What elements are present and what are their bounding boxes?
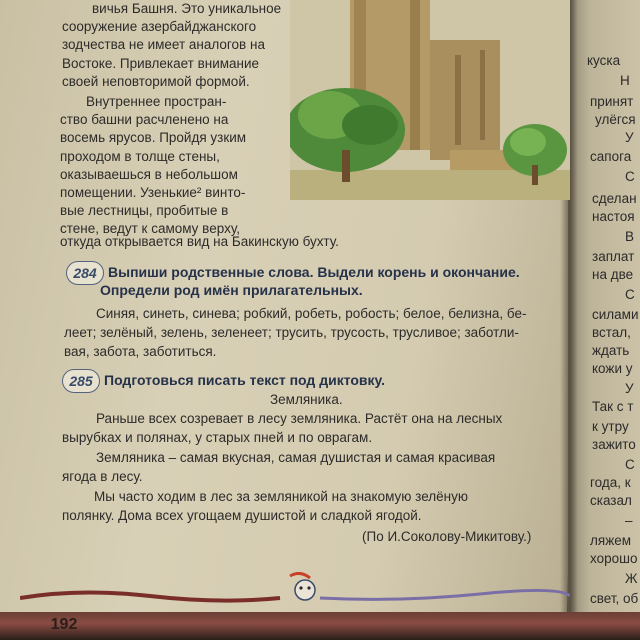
right-page-line: хорошо	[590, 551, 638, 566]
maiden-tower-illustration	[290, 0, 570, 200]
right-page-line: принят	[590, 94, 634, 109]
right-page-line: Так с т	[592, 399, 634, 414]
exercise-body-line: вырубках и полянах, у старых пней и по оврагам.	[62, 430, 373, 445]
intro-line: вичья Башня. Это уникальное	[92, 1, 282, 16]
right-page-line: кожи у	[592, 361, 633, 376]
exercise-body-line: Раньше всех созревает в лесу земляника. Растёт она на лесных	[96, 411, 503, 426]
intro-line: Внутреннее простран-	[86, 94, 227, 109]
right-page-line: на две	[592, 267, 634, 282]
tower-side-wall	[430, 40, 500, 160]
intro-line: сооружение азербайджанского	[62, 19, 257, 34]
right-page-line: –	[625, 513, 633, 528]
intro-line: ство башни расчленено на	[60, 112, 229, 127]
exercise-body-line: полянку. Дома всех угощаем душистой и сладкой ягодой.	[62, 508, 422, 523]
exercise-title: Определи род имён прилагательных.	[100, 282, 363, 298]
right-page-line: С	[625, 457, 635, 472]
intro-line: восемь ярусов. Пройдя узким	[60, 130, 247, 145]
right-page-line: С	[625, 287, 635, 302]
intro-line: оказываешься в небольшом	[60, 167, 238, 182]
right-page-line: к утру	[592, 419, 629, 434]
right-page-line: настоя	[592, 209, 635, 224]
exercise-body-line: вая, забота, заботиться.	[64, 344, 217, 359]
right-page-line: улёгся	[595, 112, 636, 127]
right-page-line: года, к	[590, 475, 631, 490]
right-page-line: сделан	[592, 191, 637, 206]
intro-line: помещении. Узенькие² винто-	[60, 185, 246, 200]
right-page-line: заплат	[592, 249, 635, 264]
right-page-line: ляжем	[590, 533, 632, 548]
right-page-line: У	[625, 381, 634, 396]
right-page-line: У	[625, 130, 634, 145]
right-page-line: сказал	[590, 493, 632, 508]
exercise-title: Подготовься писать текст под диктовку.	[104, 372, 385, 388]
right-page-line: В	[625, 229, 635, 244]
intro-line: проходом в толще стены,	[60, 149, 220, 164]
right-page-line: силами	[592, 307, 639, 322]
exercise-number-badge: 284	[66, 261, 104, 285]
right-page-line: Ж	[625, 571, 638, 586]
decorative-ornament	[20, 572, 570, 612]
right-page-line: свет, об	[590, 591, 639, 606]
text-title: Земляника.	[270, 392, 343, 407]
right-page-line: Н	[620, 73, 630, 88]
book-bottom-edge	[0, 612, 640, 640]
page-number: 192	[50, 616, 78, 633]
exercise-body-line: Мы часто ходим в лес за земляникой на знакомую зелёную	[94, 489, 468, 504]
right-page-line: куска	[587, 53, 621, 68]
exercise-body-line: леет; зелёный, зелень, зеленеет; трусить, трусость, трусливое; заботли-	[64, 325, 519, 340]
intro-line: откуда открывается вид на Бакинскую бухту.	[60, 234, 339, 249]
exercise-body-line: Земляника – самая вкусная, самая душистая и самая красивая	[96, 450, 496, 465]
intro-line: своей неповторимой формой.	[62, 74, 250, 89]
exercise-number-badge: 285	[62, 369, 100, 393]
exercise-body-line: Синяя, синеть, синева; робкий, робеть, робость; белое, белизна, бе-	[96, 306, 527, 321]
intro-line: Востоке. Привлекает внимание	[62, 56, 260, 71]
intro-line: вые лестницы, пробитые в	[60, 203, 229, 218]
right-page-line: зажито	[592, 437, 636, 452]
right-page-line: встал,	[592, 325, 631, 340]
right-page-line: ждать	[592, 343, 630, 358]
exercise-title: Выпиши родственные слова. Выдели корень и окончание.	[108, 264, 520, 280]
intro-line: зодчества не имеет аналогов на	[62, 37, 265, 52]
right-page-line: С	[625, 169, 635, 184]
exercise-body-line: ягода в лесу.	[62, 469, 143, 484]
author-credit: (По И.Соколову-Микитову.)	[362, 529, 532, 544]
right-page-line: сапога	[590, 149, 632, 164]
intro-line: стене, ведут к самому верху,	[60, 221, 240, 236]
